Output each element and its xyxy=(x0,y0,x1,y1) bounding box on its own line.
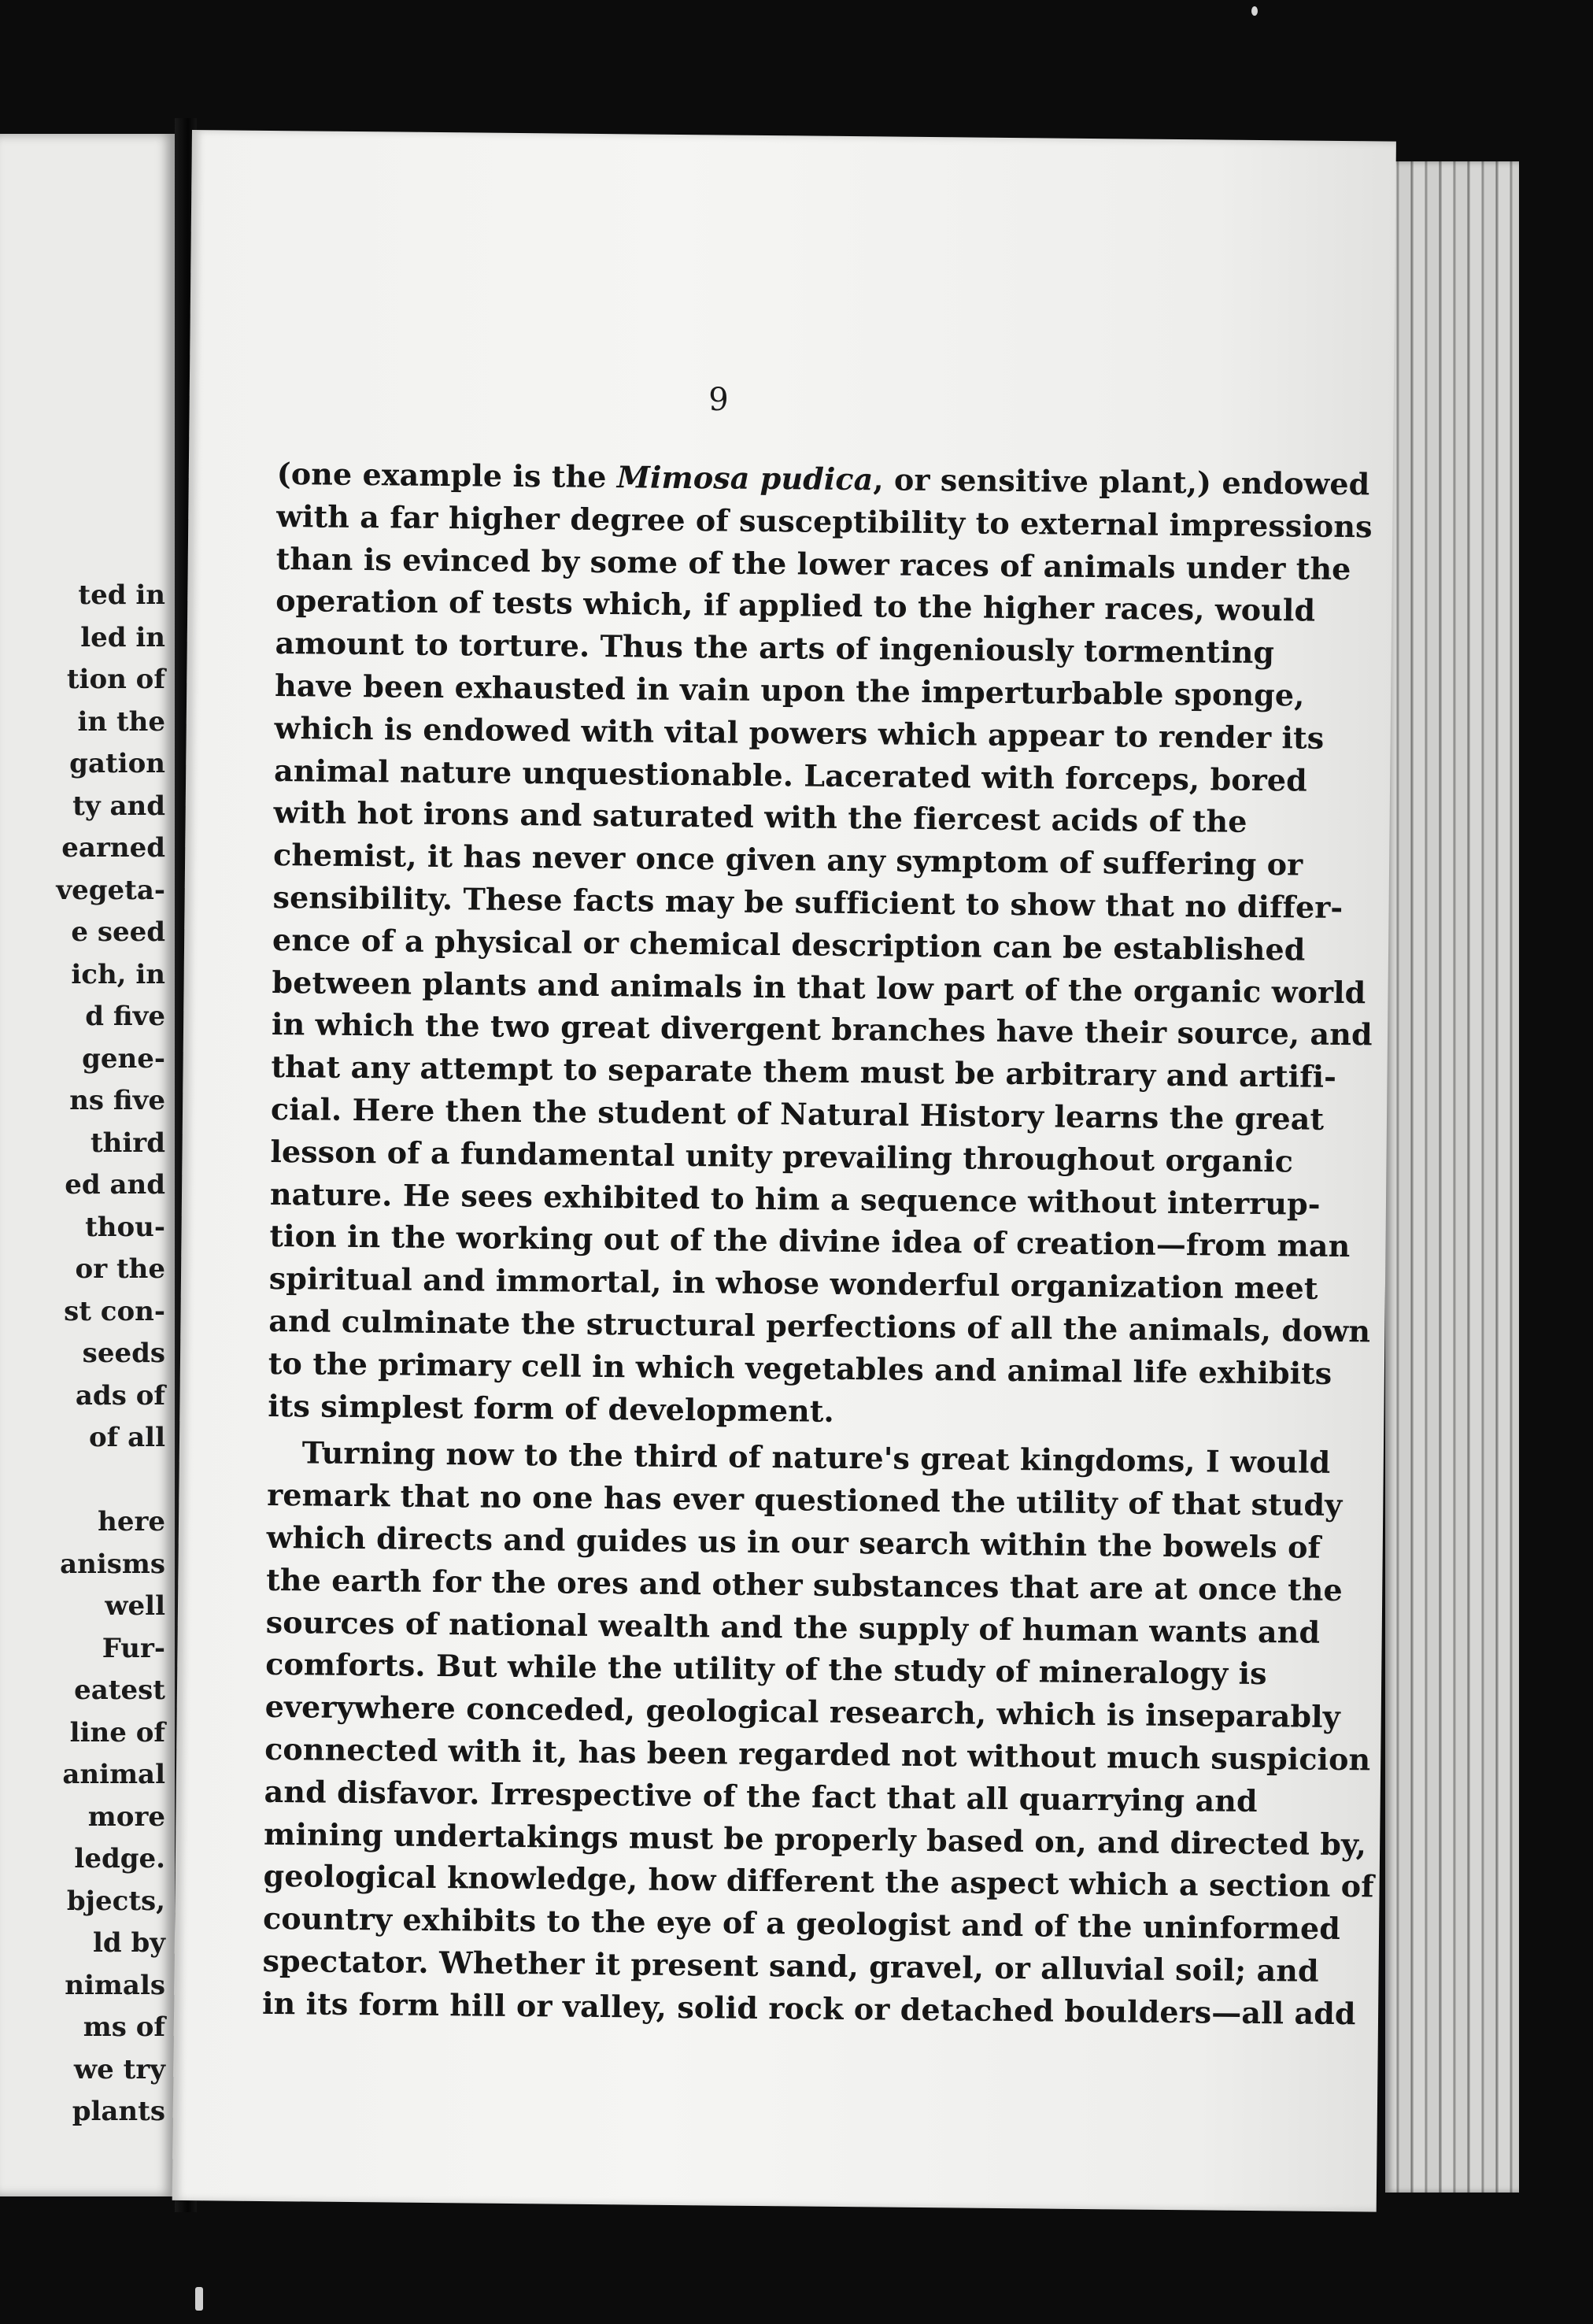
dust-speck xyxy=(1251,6,1258,16)
text-line: animal nature unquestionable. Lacerated with forceps, bored xyxy=(273,752,1308,798)
left-page-line: third xyxy=(90,1127,165,1159)
page-edges xyxy=(1385,161,1519,2193)
paragraph xyxy=(268,453,1373,1435)
left-page-line: seeds xyxy=(82,1338,165,1369)
left-page-line: plants xyxy=(72,2096,165,2127)
left-page-line: more xyxy=(87,1800,165,1833)
text-line: with a far higher degree of susceptibility to external impressions xyxy=(276,498,1373,545)
text-line: spectator. Whether it present sand, gravel, or alluvial soil; and xyxy=(262,1942,1319,1989)
text-line: in its form hill or valley, solid rock or detached boulders—all add xyxy=(261,1985,1356,2031)
left-page-line xyxy=(56,1460,165,1502)
text-line: country exhibits to the eye of a geologist and of the uninformed xyxy=(262,1900,1341,1947)
left-page-line: in the xyxy=(77,705,165,738)
left-page-line: anisms xyxy=(60,1548,165,1580)
left-page-line: gene- xyxy=(82,1042,165,1075)
text-line: in which the two great divergent branches have their source, and xyxy=(271,1006,1373,1053)
left-page-line: line of xyxy=(69,1716,165,1749)
left-page-line: ted in xyxy=(78,579,165,611)
italic-text: Mimosa pudica xyxy=(616,459,874,498)
text-run: (one example is the xyxy=(276,455,618,495)
left-page-line: here xyxy=(98,1506,165,1538)
left-page-line: well xyxy=(105,1590,165,1622)
left-page-line: thou- xyxy=(85,1211,165,1243)
left-page-line: bjects, xyxy=(66,1885,165,1917)
text-line: mining undertakings must be properly based on, and directed by, xyxy=(263,1815,1367,1862)
left-page-line: tion of xyxy=(66,664,165,695)
page-number: 9 xyxy=(708,382,729,418)
left-page-line: ld by xyxy=(92,1927,165,1959)
left-page-line: Fur- xyxy=(102,1632,165,1664)
left-page-line: earned xyxy=(61,832,165,864)
left-page-line: st con- xyxy=(64,1295,165,1327)
left-page-line: of all xyxy=(88,1422,165,1453)
left-page-line: or the xyxy=(75,1253,165,1285)
text-line: nature. He sees exhibited to him a sequence without interrup- xyxy=(269,1175,1321,1222)
left-page-line: ich, in xyxy=(71,958,165,990)
left-page-line: ns five xyxy=(69,1085,165,1116)
text-line: comforts. But while the utility of the study of mineralogy is xyxy=(265,1646,1267,1692)
left-page-line: gation xyxy=(69,748,165,779)
text-line: geological knowledge, how different the aspect which a section of xyxy=(263,1858,1374,1904)
left-page-line: led in xyxy=(80,621,165,653)
left-page-line: eatest xyxy=(74,1675,165,1706)
page-body-text xyxy=(261,453,1374,2033)
text-line: its simplest form of development. xyxy=(268,1387,835,1429)
text-line: spiritual and immortal, in whose wonderful organization meet xyxy=(268,1260,1318,1306)
left-page-line: d five xyxy=(85,1001,165,1032)
left-page-line: nimals xyxy=(65,1969,165,2001)
text-line: remark that no one has ever questioned the utility of that study xyxy=(267,1477,1343,1523)
text-line: and disfavor. Irrespective of the fact that all quarrying and xyxy=(264,1773,1258,1819)
text-line: and culminate the structural perfections of all the animals, down xyxy=(268,1302,1371,1349)
text-line: operation of tests which, if applied to the higher races, would xyxy=(275,583,1316,629)
text-line: lesson of a fundamental unity prevailing throughout organic xyxy=(270,1133,1294,1179)
text-line: ence of a physical or chemical description can be established xyxy=(272,921,1306,968)
text-line: which directs and guides us in our search within the bowels of xyxy=(266,1519,1321,1565)
dust-speck xyxy=(195,2287,203,2311)
text-line: the earth for the ores and other substances that are at once the xyxy=(266,1561,1343,1608)
text-line: cial. Here then the student of Natural History learns the great xyxy=(270,1090,1325,1137)
text-line: connected with it, has been regarded not without much suspicion xyxy=(264,1730,1371,1778)
text-line: between plants and animals in that low part of the organic world xyxy=(272,964,1366,1010)
text-line: Turning now to the third of nature's great kingdoms, I would xyxy=(301,1434,1331,1481)
left-page-line: ed and xyxy=(65,1169,165,1201)
left-page-line: ms of xyxy=(83,2011,165,2043)
left-page-line: ty and xyxy=(72,790,165,822)
text-line: amount to torture. Thus the arts of ingeniously tormenting xyxy=(275,625,1275,671)
left-page xyxy=(0,134,175,2196)
text-run: , or sensitive plant,) endowed xyxy=(873,461,1370,502)
text-line: everywhere conceded, geological research, which is inseparably xyxy=(264,1689,1341,1735)
paragraph xyxy=(261,1431,1374,2033)
text-line: tion in the working out of the divine idea of creation—from man xyxy=(269,1218,1351,1264)
text-line: have been exhausted in vain upon the imperturbable sponge, xyxy=(274,667,1305,713)
text-line: than is evinced by some of the lower races of animals under the xyxy=(275,540,1351,587)
text-line: with hot irons and saturated with the fiercest acids of the xyxy=(273,794,1247,840)
left-page-line: ads of xyxy=(75,1379,165,1412)
left-page-line: animal xyxy=(62,1759,165,1790)
text-line: sensibility. These facts may be sufficient to show that no differ- xyxy=(272,879,1344,925)
left-page-line: vegeta- xyxy=(56,874,165,906)
text-line: that any attempt to separate them must be arbitrary and artifi- xyxy=(271,1049,1337,1095)
text-line: sources of national wealth and the supply of human wants and xyxy=(265,1604,1321,1650)
text-line: which is endowed with vital powers which appear to render its xyxy=(274,709,1325,756)
text-line: chemist, it has never once given any symptom of suffering or xyxy=(272,837,1303,883)
left-page-line: ledge. xyxy=(74,1843,165,1874)
left-page-line: we try xyxy=(73,2053,165,2085)
left-page-text xyxy=(56,575,165,2133)
left-page-line: e seed xyxy=(71,916,165,948)
text-line: to the primary cell in which vegetables and animal life exhibits xyxy=(268,1345,1332,1391)
